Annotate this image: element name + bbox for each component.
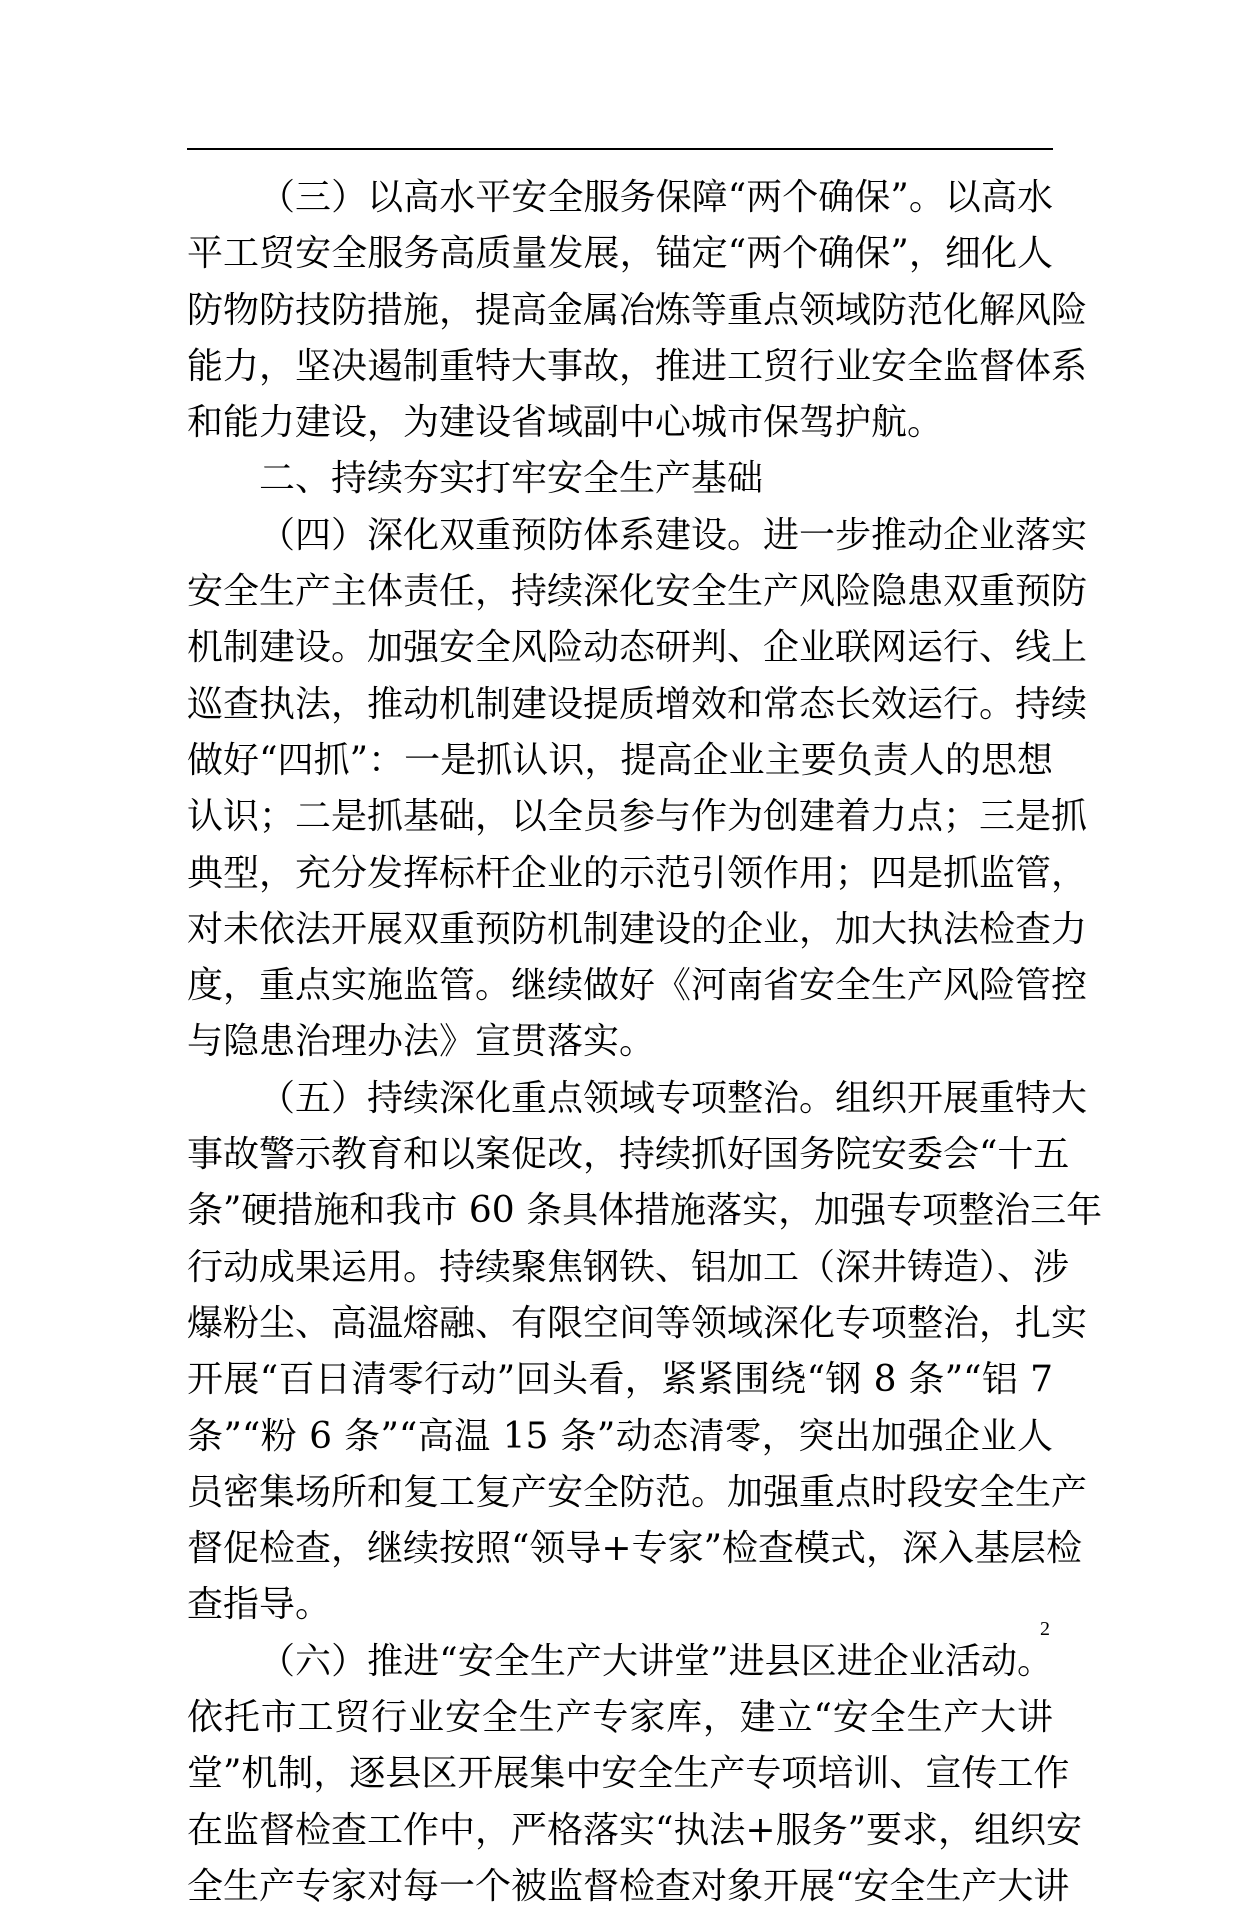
paragraph-6-line-2: 依托市工贸行业安全生产专家库，建立“安全生产大讲 — [187, 1697, 1053, 1739]
paragraph-4-line-3: 机制建设。加强安全风险动态研判、企业联网运行、线上 — [187, 627, 1088, 669]
paragraph-5-line-8: 员密集场所和复工复产安全防范。加强重点时段安全生产 — [187, 1471, 1088, 1513]
paragraph-5-line-9: 督促检查，继续按照“领导+专家”检查模式，深入基层检 — [187, 1528, 1082, 1570]
paragraph-3-line-1: （三）以高水平安全服务保障“两个确保”。以高水 — [259, 177, 1053, 218]
paragraph-5-line-1: （五）持续深化重点领域专项整治。组织开展重特大 — [259, 1077, 1088, 1119]
paragraph-4-line-1: （四）深化双重预防体系建设。进一步推动企业落实 — [259, 514, 1088, 556]
paragraph-5-line-7: 条”“粉 6 条”“高温 15 条”动态清零，突出加强企业人 — [187, 1415, 1053, 1457]
paragraph-3-line-2: 平工贸安全服务高质量发展，锚定“两个确保”，细化人 — [187, 233, 1053, 275]
paragraph-5-line-2: 事故警示教育和以案促改，持续抓好国务院安委会“十五 — [187, 1134, 1070, 1176]
paragraph-4-line-4: 巡查执法，推动机制建设提质增效和常态长效运行。持续 — [187, 683, 1088, 725]
paragraph-4-line-9: 度，重点实施监管。继续做好《河南省安全生产风险管控 — [187, 965, 1088, 1007]
paragraph-5-line-4: 行动成果运用。持续聚焦钢铁、铝加工（深井铸造）、涉 — [187, 1246, 1070, 1288]
paragraph-6-line-1: （六）推进“安全生产大讲堂”进县区进企业活动。 — [259, 1640, 1053, 1682]
paragraph-4-line-6: 认识；二是抓基础，以全员参与作为创建着力点；三是抓 — [187, 796, 1088, 838]
paragraph-5-line-3: 条”硬措施和我市 60 条具体措施落实，加强专项整治三年 — [187, 1190, 1103, 1232]
paragraph-3-line-3: 防物防技防措施，提高金属冶炼等重点领域防范化解风险 — [187, 289, 1088, 331]
paragraph-4-line-10: 与隐患治理办法》宣贯落实。 — [187, 1021, 656, 1063]
paragraph-4-line-5: 做好“四抓”：一是抓认识，提高企业主要负责人的思想 — [187, 739, 1053, 781]
paragraph-6-line-4: 在监督检查工作中，严格落实“执法+服务”要求，组织安 — [187, 1809, 1082, 1851]
paragraph-5-line-5: 爆粉尘、高温熔融、有限空间等领域深化专项整治，扎实 — [187, 1302, 1088, 1344]
paragraph-4-line-2: 安全生产主体责任，持续深化安全生产风险隐患双重预防 — [187, 571, 1088, 613]
paragraph-4-line-8: 对未依法开展双重预防机制建设的企业，加大执法检查力 — [187, 908, 1088, 950]
section-heading-2: 二、持续夯实打牢安全生产基础 — [259, 458, 764, 500]
document-body — [187, 170, 1103, 1915]
paragraph-5-line-6: 开展“百日清零行动”回头看，紧紧围绕“钢 8 条”“铝 7 — [187, 1359, 1053, 1401]
paragraph-4-line-7: 典型，充分发挥标杆企业的示范引领作用；四是抓监管， — [187, 852, 1088, 894]
header-rule — [187, 148, 1053, 150]
page-number: 2 — [1040, 1618, 1050, 1640]
paragraph-3-line-4: 能力，坚决遏制重特大事故，推进工贸行业安全监督体系 — [187, 345, 1088, 387]
paragraph-3-line-5: 和能力建设，为建设省域副中心城市保驾护航。 — [187, 402, 944, 444]
paragraph-5-line-10: 查指导。 — [187, 1584, 332, 1626]
paragraph-6-line-3: 堂”机制，逐县区开展集中安全生产专项培训、宣传工作 — [187, 1753, 1070, 1795]
paragraph-6-line-5: 全生产专家对每一个被监督检查对象开展“安全生产大讲 — [187, 1865, 1070, 1907]
